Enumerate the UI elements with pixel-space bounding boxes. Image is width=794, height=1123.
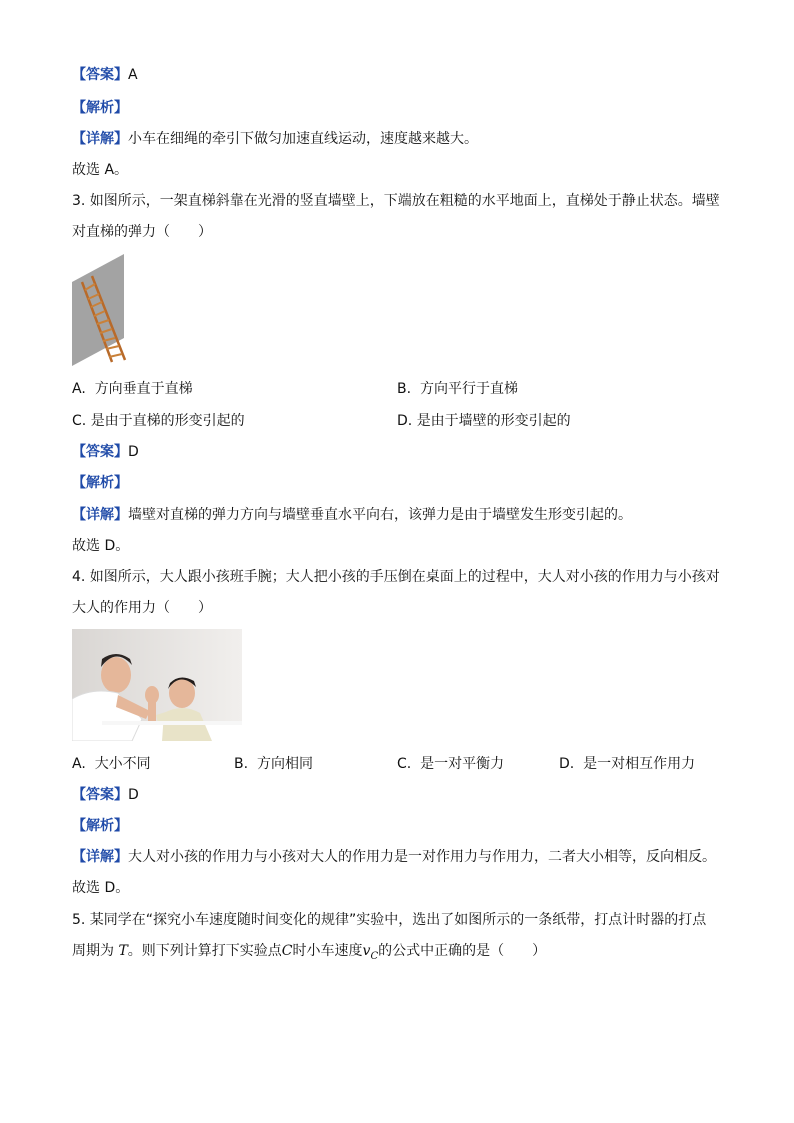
detail-line-q4 xyxy=(72,848,716,866)
detail-label: 【详解】 xyxy=(72,131,128,147)
detail-text: 小车在细绳的牵引下做匀加速直线运动，速度越来越大。 xyxy=(128,131,478,147)
answer-value: D xyxy=(128,787,139,803)
question-4-line1: 4. 如图所示，大人跟小孩班手腕；大人把小孩的手压倒在桌面上的过程中，大人对小孩的作用力与小孩对 xyxy=(72,569,720,585)
answer-line-q2 xyxy=(72,66,138,84)
analysis-line-q2 xyxy=(72,99,128,117)
analysis-line-q3 xyxy=(72,474,128,492)
question-3-line2: 对直梯的弹力（ ） xyxy=(72,224,212,240)
option-4b[interactable]: B. 方向相同 xyxy=(234,756,313,772)
answer-label: 【答案】 xyxy=(72,444,128,460)
analysis-line-q4 xyxy=(72,817,128,835)
conclusion-q2: 故选 A。 xyxy=(72,162,129,178)
conclusion-q4: 故选 D。 xyxy=(72,880,130,896)
conclusion-q3: 故选 D。 xyxy=(72,538,130,554)
question-3-line1: 3. 如图所示，一架直梯斜靠在光滑的竖直墙壁上，下端放在粗糙的水平地面上，直梯处于静止状态。墙壁 xyxy=(72,193,720,209)
arm-wrestling-photo xyxy=(72,629,242,741)
option-3d[interactable]: D. 是由于墙壁的形变引起的 xyxy=(397,413,571,429)
detail-text: 墙壁对直梯的弹力方向与墙壁垂直水平向右，该弹力是由于墙壁发生形变引起的。 xyxy=(128,507,632,523)
detail-line-q2 xyxy=(72,130,478,148)
answer-label: 【答案】 xyxy=(72,67,128,83)
detail-label: 【详解】 xyxy=(72,507,128,523)
answer-line-q4 xyxy=(72,786,139,804)
answer-value: A xyxy=(128,67,138,83)
answer-value: D xyxy=(128,444,139,460)
detail-line-q3 xyxy=(72,506,632,524)
question-4-line2: 大人的作用力（ ） xyxy=(72,600,212,616)
question-5-line2: 周期为 T。则下列计算打下实验点C时小车速度$v_C$的公式中正确的是（ ） xyxy=(72,943,547,962)
option-4d[interactable]: D. 是一对相互作用力 xyxy=(559,756,696,772)
answer-label: 【答案】 xyxy=(72,787,128,803)
detail-text: 大人对小孩的作用力与小孩对大人的作用力是一对作用力与作用力，二者大小相等，反向相反。 xyxy=(128,849,716,865)
option-4a[interactable]: A. 大小不同 xyxy=(72,756,151,772)
velocity-variable: v xyxy=(362,943,371,959)
answer-line-q3 xyxy=(72,443,139,461)
velocity-subscript: C xyxy=(370,950,379,962)
option-3a[interactable]: A. 方向垂直于直梯 xyxy=(72,381,193,397)
point-variable: C xyxy=(281,943,293,959)
analysis-label: 【解析】 xyxy=(72,475,128,491)
detail-label: 【详解】 xyxy=(72,849,128,865)
period-variable: T xyxy=(118,943,128,959)
option-4c[interactable]: C. 是一对平衡力 xyxy=(397,756,505,772)
question-5-line1: 5. 某同学在“探究小车速度随时间变化的规律”实验中，选出了如图所示的一条纸带，打点计时器的打点 xyxy=(72,912,707,928)
ladder-figure xyxy=(72,254,142,366)
wall-shape xyxy=(72,254,124,366)
option-3b[interactable]: B. 方向平行于直梯 xyxy=(397,381,518,397)
analysis-label: 【解析】 xyxy=(72,818,128,834)
analysis-label: 【解析】 xyxy=(72,100,128,116)
option-3c[interactable]: C. 是由于直梯的形变引起的 xyxy=(72,413,245,429)
